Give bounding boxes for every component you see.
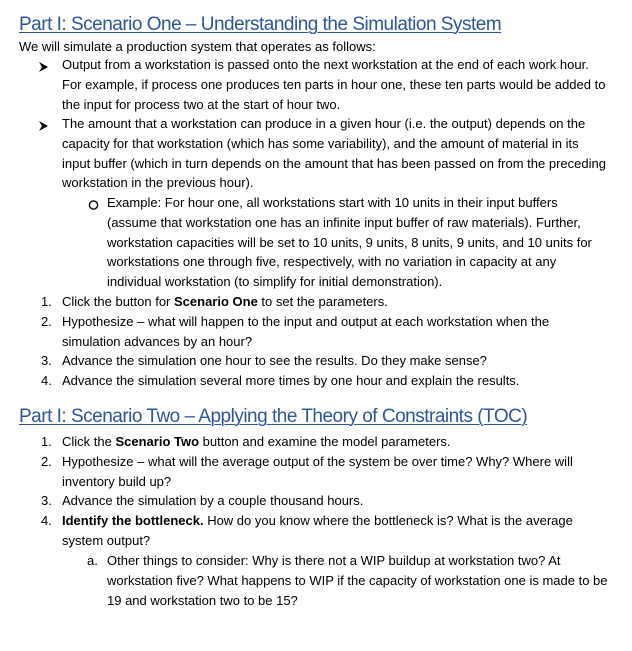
scenario-two-label: Scenario Two [115, 434, 200, 449]
arrow-bullet-icon [38, 120, 49, 132]
step-number: 1. [41, 294, 52, 309]
substep-letter: a. [87, 553, 98, 568]
step-number: 3. [41, 493, 52, 508]
step-text: button and examine the model parameters. [199, 434, 451, 449]
section-heading-scenario-two: Part I: Scenario Two – Applying the Theory of Constraints (TOC) [19, 406, 528, 427]
bullet-item [62, 55, 610, 114]
step-item [62, 511, 610, 551]
scenario-one-label: Scenario One [174, 294, 258, 309]
step-number: 3. [41, 353, 52, 368]
step-item [62, 292, 610, 312]
step-item [62, 491, 610, 511]
step-number: 4. [41, 513, 52, 528]
substep-text: Other things to consider: Why is there not a WIP buildup at workstation two? At workstation five? What happens to WIP if the capacity of workstation one is made to be 19 and workstation two to be 15? [107, 553, 608, 608]
step-item [62, 452, 610, 492]
step-text: Hypothesize – what will happen to the input and output at each workstation when the simulation advances by an hour? [62, 314, 550, 349]
step-text: Click the [62, 434, 116, 449]
intro-text: We will simulate a production system that operates as follows: [19, 39, 376, 54]
sub-bullet-item [107, 193, 610, 292]
step-item [62, 371, 610, 391]
step-text: Advance the simulation several more times by one hour and explain the results. [62, 373, 520, 388]
step-item [62, 312, 610, 352]
bullet-item [62, 114, 610, 193]
step-text: to set the parameters. [257, 294, 388, 309]
sub-bullet-text: Example: For hour one, all workstations start with 10 units in their input buffers (assume that workstation one has an infinite input buffer of raw materials). Further, workstation capacities will be set to 10 units, 9 units, 8 units, 9 units, and 10 units for workstations one through five, respectively, with no variation in capacity at any individual workstation (to simplify for initial demonstration). [107, 195, 592, 290]
step-number: 2. [41, 454, 52, 469]
step-text: How do you know where the bottleneck is? What is the average system output? [62, 513, 573, 548]
bullet-text: The amount that a workstation can produce in a given hour (i.e. the output) depends on the capacity for that workstation (which has some variability), and the amount of material in its input buffer (which in turn depends on the amount that has been passed on from the preceding workstation in the previous hour). [62, 116, 606, 191]
step-number: 1. [41, 434, 52, 449]
arrow-bullet-icon [38, 61, 49, 73]
step-text: Click the button for [62, 294, 174, 309]
bullet-text: Output from a workstation is passed onto the next workstation at the end of each work hour. For example, if process one produces ten parts in hour one, these ten parts would be added to the input for process two at the start of hour two. [62, 57, 606, 112]
substep-item [107, 551, 610, 610]
step-number: 2. [41, 314, 52, 329]
step-text: Advance the simulation by a couple thousand hours. [62, 493, 364, 508]
step-number: 4. [41, 373, 52, 388]
step-text: Advance the simulation one hour to see the results. Do they make sense? [62, 353, 487, 368]
step-item [62, 351, 610, 371]
step-item [62, 432, 610, 452]
bottleneck-label: Identify the bottleneck. [62, 513, 204, 528]
circle-bullet-icon [88, 199, 99, 211]
section-heading-scenario-one: Part I: Scenario One – Understanding the Simulation System [19, 14, 502, 35]
step-text: Hypothesize – what will the average output of the system be over time? Why? Where will inventory build up? [62, 454, 573, 489]
